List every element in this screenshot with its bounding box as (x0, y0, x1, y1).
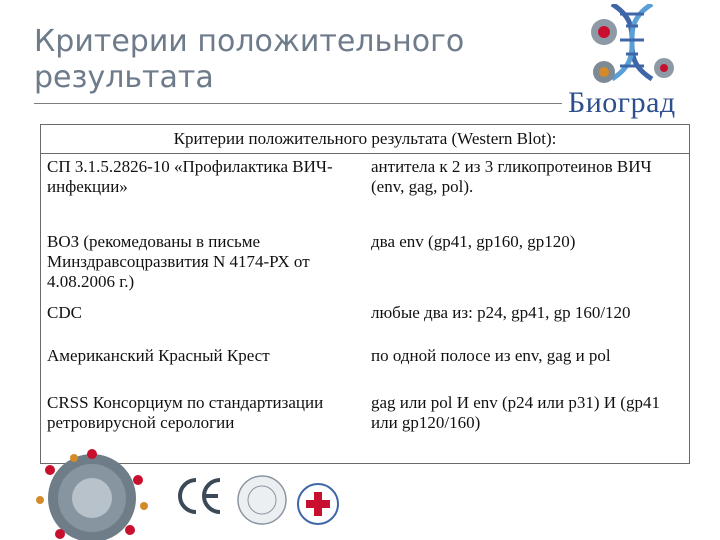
table-cell-source: ВОЗ (рекомедованы в письме Минздравсоцразвития N 4174-РХ от 4.08.2006 г.) (47, 232, 310, 291)
table-cell-criteria: gag или pol И env (р24 или р31) И (gp41 или gp120/160) (371, 393, 660, 432)
table-cell-criteria: по одной полосе из env, gag и pol (371, 346, 611, 365)
title-divider (34, 103, 562, 104)
table-cell-source: Американский Красный Крест (47, 346, 270, 365)
table-cell-source: СП 3.1.5.2826-10 «Профилактика ВИЧ-инфекции» (47, 157, 333, 196)
certification-seal-icon (238, 476, 286, 524)
criteria-table (40, 124, 690, 464)
table-header: Критерии положительного результата (Western Blot): (41, 125, 689, 154)
dna-helix-logo (582, 4, 682, 96)
slide-title: Критерии положительного результата (34, 24, 465, 95)
ce-mark-icon (180, 480, 220, 512)
medical-cross-badge-icon (298, 484, 338, 524)
table-cell-criteria: антитела к 2 из 3 гликопротеинов ВИЧ (env, gag, pol). (371, 157, 652, 196)
brand-name: Биоград (568, 86, 676, 119)
table-cell-criteria: два env (gp41, gp160, gp120) (371, 232, 576, 251)
table-cell-source: CDC (47, 303, 82, 322)
table-cell-criteria: любые два из: р24, gp41, gp 160/120 (371, 303, 631, 322)
virus-particle-icon (36, 449, 148, 540)
bottom-decoration (0, 440, 720, 540)
table-cell-source: CRSS Консорциум по стандартизации ретровирусной серологии (47, 393, 324, 432)
